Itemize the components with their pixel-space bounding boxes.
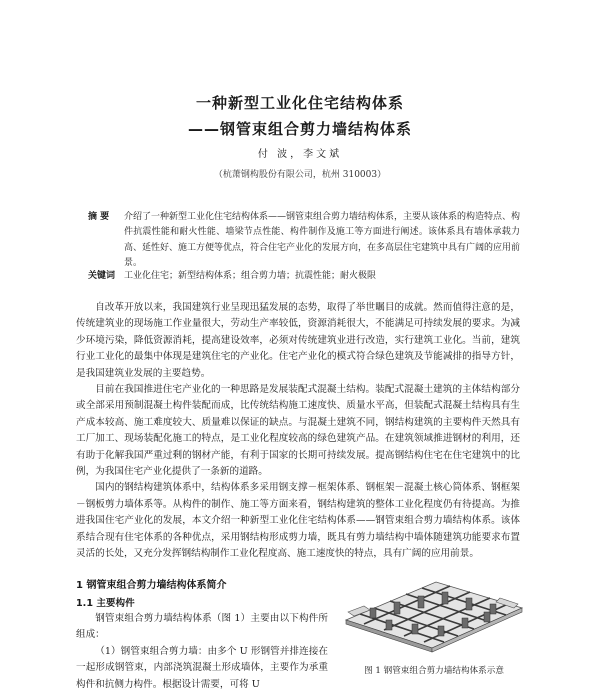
paragraph: 钢管束组合剪力墙结构体系（图 1）主要由以下构件所组成： — [76, 613, 328, 641]
keywords-text: 工业化住宅；新型结构体系；组合剪力墙；抗震性能；耐火极限 — [124, 271, 377, 281]
paper-title: 一种新型工业化住宅结构体系 — [195, 94, 404, 112]
structure-figure — [340, 568, 528, 654]
keywords-label: 关键词 — [88, 271, 116, 281]
paragraph: 国内的钢结构建筑体系中，结构体系多采用钢支撑－框架体系、钢框架－混凝土核心筒体系、钢框架－钢板剪力墙体系等。从构件的制作、施工等方面来看，钢结构建筑的整体工业化程度仍有待提高。为推进我国住宅产业化的发展，本文介绍一种新型工业化住宅结构体系——钢管束组合剪力墙结构体系。该体系结合现有住宅体系的各种优点，采用钢结构形成剪力墙，既具有剪力墙结构中墙体随建筑功能要求布置灵活的长处，又充分发挥钢结构制作工业化程度高、施工速度快的特点，具有广阔的应用前景。 — [76, 482, 520, 560]
affiliation: （杭萧钢构股份有限公司，杭州 310003） — [213, 170, 387, 180]
paragraph: 自改革开放以来，我国建筑行业呈现迅猛发展的态势，取得了举世瞩目的成就。然而值得注意的是，传统建筑业的现场施工作业量很大，劳动生产率较低，资源消耗很大，不能满足可持续发展的要求。为减少环境污染，降低资源消耗，提高建设效率，必须对传统建筑业进行改造，实行建筑工业化。当前，建筑行业工业化的最集中体现是建筑住宅的产业化。住宅产业化的模式符合绿色建筑及节能减排的指导方针，是我国建筑业发展的主要趋势。 — [76, 302, 520, 379]
figure-caption: 图 1 钢管束组合剪力墙结构体系示意 — [364, 666, 504, 676]
keywords — [88, 269, 520, 285]
introduction — [76, 300, 520, 563]
left-column-text — [76, 611, 328, 693]
abstract-text: 介绍了一种新型工业化住宅结构体系——钢管束组合剪力墙结构体系，主要从该体系的构造特点、构件抗震性能和耐火性能、墙梁节点性能、构件制作及施工等方面进行阐述。该体系具有墙体承载力高、延性好、施工方便等优点，符合住宅产业化的发展方向，在多高层住宅建筑中具有广阔的应用前景。 — [124, 212, 521, 269]
paragraph: （1）钢管束组合剪力墙：由多个 U 形钢管并排连接在一起形成钢管束，内部浇筑混凝土形成墙体，主要作为承重构件和抗侧力构件。根据设计需要，可将 U — [76, 645, 328, 690]
paper-subtitle: ——钢管束组合剪力墙结构体系 — [187, 120, 412, 138]
section-heading: 1 钢管束组合剪力墙结构体系简介 — [76, 580, 227, 591]
paragraph: 目前在我国推进住宅产业化的一种思路是发展装配式混凝土结构。装配式混凝土建筑的主体结构部分或全部采用预制混凝土构件装配而成，比传统结构施工速度快、质量水平高，但装配式混凝土结构具有生产成本较高、施工难度较大、质量难以保证的缺点。与混凝土建筑不同，钢结构建筑的主要构件天然具有工厂加工、现场装配化施工的特点，是工业化程度较高的绿色建筑产品。在建筑领域推进钢材的利用，还有助于化解我国严重过剩的钢材产能，有利于国家的长期可持续发展。提高钢结构住宅在住宅建筑中的比例，为我国住宅产业化提供了一条新的道路。 — [76, 384, 520, 478]
abstract-label: 摘 要 — [88, 212, 110, 222]
authors: 付 波，李文斌 — [257, 149, 343, 160]
subsection-heading: 1.1 主要构件 — [76, 598, 135, 609]
